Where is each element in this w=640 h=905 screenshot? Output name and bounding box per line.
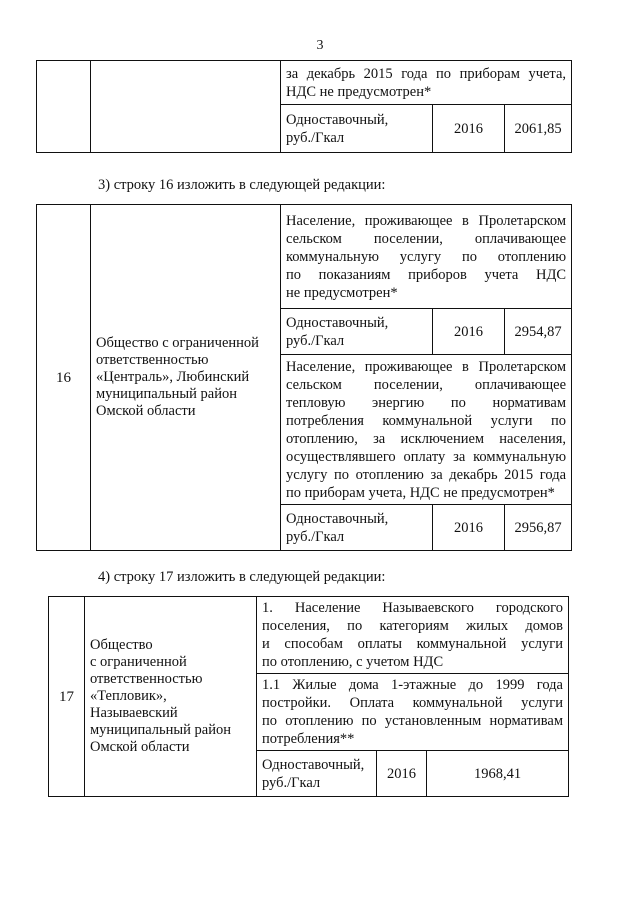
desc-line: Население, проживающее в Пролетарском [286,212,567,229]
row-16-table [36,204,572,551]
category-description [257,597,569,674]
top-table [36,60,572,153]
rate-line: руб./Гкал [286,332,345,349]
value-cell: 2061,85 [505,105,572,153]
rate-type [257,751,377,797]
rate-line: Одноставочный, [286,314,389,331]
org-line: с ограниченной [90,654,187,670]
rate-line: руб./Гкал [262,774,321,791]
rate-line: Одноставочный, [286,111,389,128]
rate-line: Одноставочный, [262,756,365,773]
desc-line: 1.1 Жилые дома 1-этажные до 1999 года [262,677,563,693]
org-line: муниципальный район [96,386,237,402]
row-number-cell [37,61,91,153]
value-cell: 1968,41 [427,751,569,797]
tariff-description [281,61,572,105]
org-line: ответственностью [96,352,209,368]
desc-line: тепловую энергию по нормативам [286,394,567,411]
org-cell [91,61,281,153]
desc-line: потребления** [262,731,355,747]
rate-type [281,309,433,355]
org-line: Называевский [90,705,178,721]
desc-line: и способам оплаты коммунальной услуги [262,636,563,652]
year-cell: 2016 [433,309,505,355]
rate-line: руб./Гкал [286,129,345,146]
row-17-table [48,596,569,797]
tariff-description [281,205,572,309]
value-cell: 2956,87 [505,505,572,551]
org-line: Общество с ограниченной [96,335,259,351]
org-line: Омской области [96,403,196,419]
rate-line: Одноставочный, [286,510,389,527]
page-number: 3 [316,38,324,53]
desc-line: Население, проживающее в Пролетарском [286,358,567,375]
value-cell: 2954,87 [505,309,572,355]
rate-type [281,505,433,551]
org-line: «Тепловик», [90,688,167,704]
rate-type [281,105,433,153]
organization-name [91,205,281,551]
desc-line: поселения, по категориям жилых домов [262,618,563,634]
subcategory-description [257,674,569,751]
desc-line: сельском поселении, оплачивающее [286,230,567,247]
desc-line: потребления коммунальной услуги по [286,412,567,429]
year-cell: 2016 [433,505,505,551]
desc-line: 1. Население Называевского городского [262,600,563,616]
rate-line: руб./Гкал [286,528,345,545]
desc-line: за декабрь 2015 года по приборам учета, [286,65,566,82]
desc-line: коммунальную услугу по отоплению [286,248,567,265]
instruction-row-17: 4) строку 17 изложить в следующей редакции: [98,569,386,585]
org-line: Общество [90,637,153,653]
desc-line: по приборам учета, НДС не предусмотрен* [286,484,555,501]
tariff-description [281,355,572,505]
org-line: «Централь», Любинский [96,369,250,385]
desc-line: не предусмотрен* [286,284,398,301]
desc-line: постройки. Оплата коммунальной услуги [262,695,563,711]
instruction-row-16: 3) строку 16 изложить в следующей редакции: [98,177,386,193]
row-number: 16 [37,205,91,551]
row-number: 17 [49,597,85,797]
org-line: ответственностью [90,671,203,687]
desc-line: НДС не предусмотрен* [286,83,432,100]
year-cell: 2016 [377,751,427,797]
desc-line: услугу по отоплению за декабрь 2015 года [286,466,567,483]
desc-line: по показаниям приборов учета НДС [286,266,567,283]
org-line: муниципальный район [90,722,231,738]
organization-name [85,597,257,797]
org-line: Омской области [90,739,190,755]
desc-line: по отоплению по установленным нормативам [262,713,563,729]
desc-line: осуществлявшего оплату за коммунальную [286,448,567,465]
desc-line: отоплению, за исключением населения, [286,430,567,447]
year-cell: 2016 [433,105,505,153]
desc-line: по отоплению, с учетом НДС [262,654,444,670]
desc-line: сельском поселении, оплачивающее [286,376,567,393]
